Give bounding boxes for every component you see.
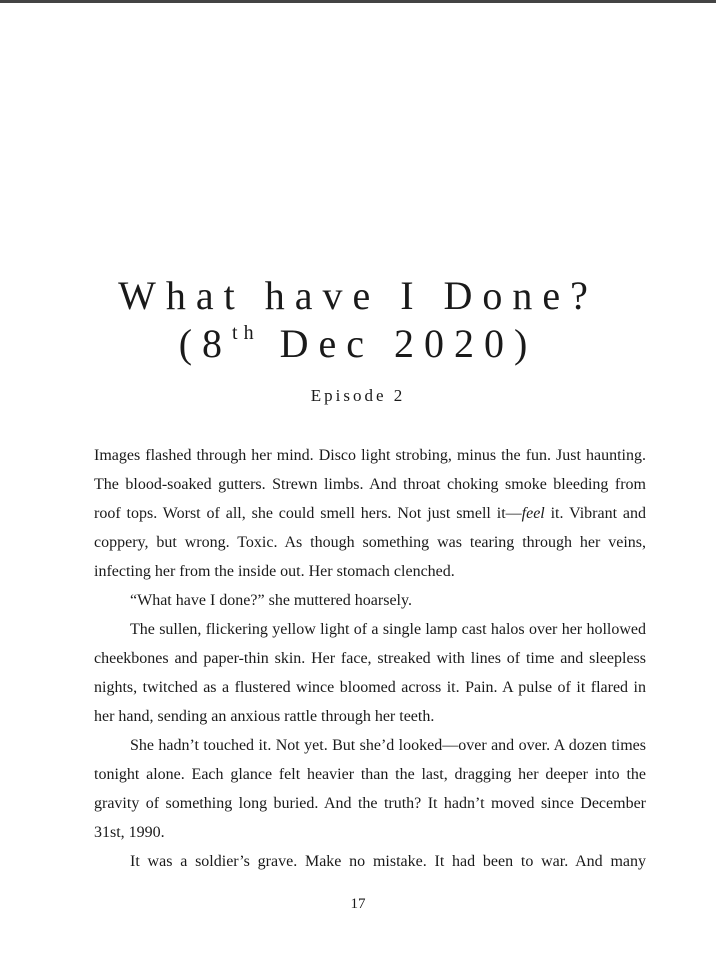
body-text: [94, 441, 646, 876]
paragraph-1-start: Images flashed through her mind. Disco light strobing, minus the fun. Just haunting. The blood-soaked gutters. Strewn limbs. And throat choking smoke bleeding from roof tops. Worst of all, she could smell hers. Not just smell it—: [94, 447, 646, 522]
chapter-date-ordinal: th: [232, 322, 260, 344]
paragraph-4: She hadn’t touched it. Not yet. But she’d looked—over and over. A dozen times tonight alone. Each glance felt heavier than the last, dragging her deeper into the gravity of something long buried. And the truth? It hadn’t moved since December 31st, 1990.: [94, 737, 646, 841]
top-border: [0, 0, 716, 3]
paragraph-5: It was a soldier’s grave. Make no mistake. It had been to war. And many: [130, 853, 646, 870]
paragraph-1: [94, 441, 646, 586]
page-number: 17: [350, 896, 366, 912]
chapter-date-prefix: (8: [178, 321, 233, 366]
chapter-title: [0, 272, 716, 320]
chapter-title-text: What have I Done?: [118, 273, 598, 318]
paragraph-3: The sullen, flickering yellow light of a single lamp cast halos over her hollowed cheekbones and paper-thin skin. Her face, streaked with lines of time and sleepless nights, twitched as a flustered wince bloomed across it. Pain. A pulse of it flared in her hand, sending an anxious rattle through her teeth.: [94, 621, 646, 725]
paragraph-1-italic: feel: [521, 505, 545, 522]
episode-label: Episode 2: [310, 386, 406, 405]
paragraph-1-end: it. Vibrant and coppery, but wrong. Toxic. As though something was tearing through her veins, infecting her from the inside out. Her stomach clenched.: [94, 505, 646, 580]
chapter-date-suffix: Dec 2020): [259, 321, 538, 366]
paragraph-2: “What have I done?” she muttered hoarsely.: [130, 592, 412, 609]
chapter-date: [0, 320, 716, 375]
